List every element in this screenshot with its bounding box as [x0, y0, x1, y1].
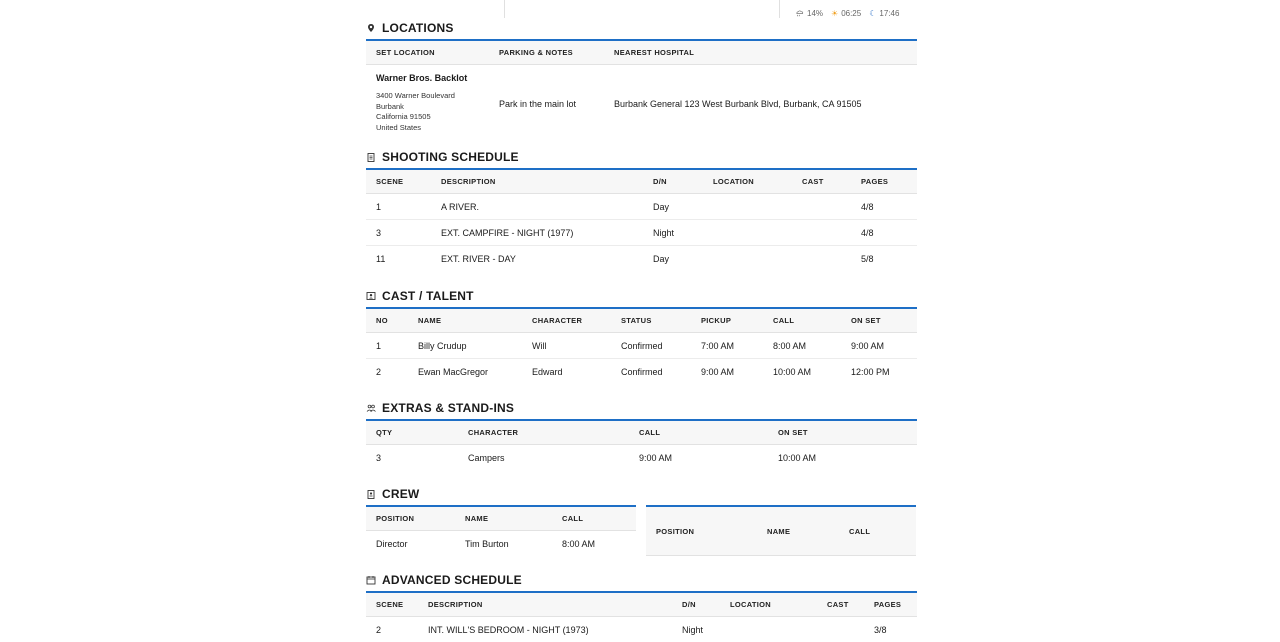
scene-cell: 1: [366, 194, 431, 220]
address-line: 3400 Warner Boulevard: [376, 91, 489, 102]
sunset-value: 17:46: [879, 9, 899, 18]
col-dn: D/N: [672, 592, 720, 617]
col-call: CALL: [552, 506, 636, 531]
location-cell: [720, 617, 817, 642]
shooting-schedule-title: SHOOTING SCHEDULE: [382, 150, 519, 164]
col-nearest-hospital: NEAREST HOSPITAL: [604, 40, 917, 65]
badge-icon: [366, 489, 376, 499]
col-character: CHARACTER: [458, 420, 629, 445]
map-pin-icon: [366, 23, 376, 33]
pages-cell: 5/8: [851, 246, 917, 272]
col-on-set: ON SET: [841, 308, 917, 333]
status-cell: Confirmed: [611, 359, 691, 385]
col-status: STATUS: [611, 308, 691, 333]
name-cell: Tim Burton: [455, 531, 552, 557]
crew-title: CREW: [382, 487, 419, 501]
status-cell: Confirmed: [611, 333, 691, 359]
extras-title: EXTRAS & STAND-INS: [382, 401, 514, 415]
description-cell: EXT. CAMPFIRE - NIGHT (1977): [431, 220, 643, 246]
cast-cell: [792, 246, 851, 272]
on-set-cell: 12:00 PM: [841, 359, 917, 385]
parking-notes-cell: Park in the main lot: [489, 65, 604, 144]
table-row: [366, 531, 636, 557]
description-cell: INT. WILL'S BEDROOM - NIGHT (1973): [418, 617, 672, 642]
scene-cell: 2: [366, 617, 418, 642]
cast-table: [366, 307, 917, 384]
qty-cell: 3: [366, 445, 458, 471]
table-row: [366, 445, 917, 471]
col-call: CALL: [839, 506, 916, 556]
scene-cell: 11: [366, 246, 431, 272]
col-scene: SCENE: [366, 592, 418, 617]
col-on-set: ON SET: [768, 420, 917, 445]
shooting-schedule-heading: [366, 146, 917, 168]
table-row: [366, 333, 917, 359]
cast-cell: [817, 617, 864, 642]
table-row: [366, 194, 917, 220]
advanced-schedule-section: [366, 569, 917, 642]
dn-cell: Night: [672, 617, 720, 642]
dn-cell: Night: [643, 220, 703, 246]
pickup-cell: 9:00 AM: [691, 359, 763, 385]
cast-cell: [792, 194, 851, 220]
crew-table-left: [366, 505, 636, 556]
clipboard-icon: [366, 152, 376, 162]
header-divider-left: [504, 0, 505, 18]
col-position: POSITION: [366, 506, 455, 531]
location-name: Warner Bros. Backlot: [376, 73, 489, 83]
rain-value: 14%: [807, 9, 823, 18]
extras-table: [366, 419, 917, 470]
character-cell: Campers: [458, 445, 629, 471]
pickup-cell: 7:00 AM: [691, 333, 763, 359]
nearest-hospital-cell: Burbank General 123 West Burbank Blvd, Burbank, CA 91505: [604, 65, 917, 144]
name-cell: Billy Crudup: [408, 333, 522, 359]
col-location: LOCATION: [720, 592, 817, 617]
on-set-cell: 10:00 AM: [768, 445, 917, 471]
col-character: CHARACTER: [522, 308, 611, 333]
description-cell: A RIVER.: [431, 194, 643, 220]
col-cast: CAST: [817, 592, 864, 617]
location-address: [376, 91, 489, 133]
crew-tables: [366, 505, 917, 556]
location-cell: [703, 246, 792, 272]
col-description: DESCRIPTION: [418, 592, 672, 617]
crew-table-right: [646, 505, 916, 556]
cast-heading: [366, 285, 917, 307]
character-cell: Will: [522, 333, 611, 359]
dn-cell: Day: [643, 194, 703, 220]
no-cell: 1: [366, 333, 408, 359]
col-description: DESCRIPTION: [431, 169, 643, 194]
col-scene: SCENE: [366, 169, 431, 194]
col-pickup: PICKUP: [691, 308, 763, 333]
col-name: NAME: [408, 308, 522, 333]
shooting-schedule-section: [366, 146, 917, 271]
col-dn: D/N: [643, 169, 703, 194]
header-divider-right: [779, 0, 780, 18]
col-position: POSITION: [646, 506, 757, 556]
location-cell: [703, 220, 792, 246]
advanced-schedule-heading: [366, 569, 917, 591]
shooting-schedule-table: [366, 168, 917, 271]
dn-cell: Day: [643, 246, 703, 272]
col-no: NO: [366, 308, 408, 333]
sunrise-value: 06:25: [841, 9, 861, 18]
col-cast: CAST: [792, 169, 851, 194]
col-call: CALL: [629, 420, 768, 445]
pages-cell: 3/8: [864, 617, 917, 642]
call-cell: 8:00 AM: [552, 531, 636, 557]
crew-heading: [366, 483, 917, 505]
extras-section: [366, 397, 917, 470]
scene-cell: 3: [366, 220, 431, 246]
moon-icon: ☾: [869, 9, 876, 18]
call-cell: 9:00 AM: [629, 445, 768, 471]
address-line: California 91505: [376, 112, 489, 123]
calendar-icon: [366, 575, 376, 585]
people-icon: [366, 403, 376, 413]
sun-icon: ☀: [831, 9, 838, 18]
col-set-location: SET LOCATION: [366, 40, 489, 65]
id-card-icon: [366, 291, 376, 301]
character-cell: Edward: [522, 359, 611, 385]
address-line: United States: [376, 123, 489, 134]
crew-section: [366, 483, 917, 556]
set-location-cell: [366, 65, 489, 144]
locations-section: [366, 17, 917, 143]
col-call: CALL: [763, 308, 841, 333]
table-row: [366, 220, 917, 246]
col-name: NAME: [455, 506, 552, 531]
call-cell: 10:00 AM: [763, 359, 841, 385]
locations-heading: [366, 17, 917, 39]
description-cell: EXT. RIVER - DAY: [431, 246, 643, 272]
table-row: [366, 617, 917, 642]
on-set-cell: 9:00 AM: [841, 333, 917, 359]
col-name: NAME: [757, 506, 839, 556]
locations-table: [366, 39, 917, 143]
advanced-schedule-title: ADVANCED SCHEDULE: [382, 573, 522, 587]
col-pages: PAGES: [851, 169, 917, 194]
address-line: Burbank: [376, 102, 489, 113]
col-qty: QTY: [366, 420, 458, 445]
table-row: [366, 359, 917, 385]
cast-section: [366, 285, 917, 384]
col-parking-notes: PARKING & NOTES: [489, 40, 604, 65]
locations-title: LOCATIONS: [382, 21, 454, 35]
col-pages: PAGES: [864, 592, 917, 617]
advanced-schedule-table: [366, 591, 917, 642]
no-cell: 2: [366, 359, 408, 385]
name-cell: Ewan MacGregor: [408, 359, 522, 385]
call-cell: 8:00 AM: [763, 333, 841, 359]
table-row: [366, 246, 917, 272]
cast-cell: [792, 220, 851, 246]
position-cell: Director: [366, 531, 455, 557]
location-cell: [703, 194, 792, 220]
pages-cell: 4/8: [851, 220, 917, 246]
cast-title: CAST / TALENT: [382, 289, 474, 303]
extras-heading: [366, 397, 917, 419]
col-location: LOCATION: [703, 169, 792, 194]
pages-cell: 4/8: [851, 194, 917, 220]
